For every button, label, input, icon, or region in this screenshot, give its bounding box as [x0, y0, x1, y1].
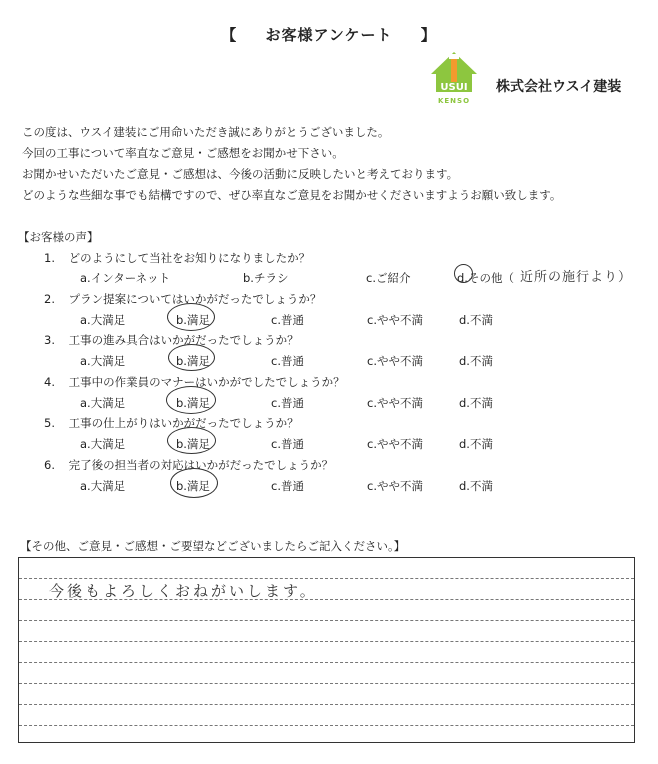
ruled-line — [19, 662, 634, 663]
question-1 — [44, 250, 310, 266]
voice-section-title: 【お客様の声】 — [18, 230, 99, 244]
question-text: どのようにして当社をお知りになりましたか？ — [68, 251, 311, 265]
q6-option-b[interactable]: b.満足 — [176, 479, 210, 493]
ruled-line — [19, 641, 634, 642]
q1-option-c[interactable]: c.ご紹介 — [366, 271, 411, 285]
q4-option-b[interactable]: b.満足 — [176, 396, 210, 410]
question-text: 工事の進み具合はいかがだったでしょうか？ — [68, 333, 299, 347]
q4-option-a[interactable]: a.大満足 — [80, 396, 126, 410]
q4-option-d[interactable]: d.不満 — [459, 396, 493, 410]
q4-option-c2[interactable]: c.やや不満 — [367, 396, 423, 410]
q2-option-c[interactable]: c.普通 — [271, 313, 304, 327]
q1-option-b[interactable]: b.チラシ — [243, 271, 289, 285]
q3-option-a[interactable]: a.大満足 — [80, 354, 126, 368]
q3-option-c2[interactable]: c.やや不満 — [367, 354, 423, 368]
question-text: プラン提案についてはいかがだったでしょうか？ — [68, 292, 322, 306]
question-number: 4. — [44, 375, 55, 389]
q1-selected-mark — [454, 264, 473, 283]
q6-selected-mark — [170, 468, 218, 498]
q5-option-b[interactable]: b.満足 — [176, 437, 210, 451]
q3-option-b[interactable]: b.満足 — [176, 354, 210, 368]
logo-text-top: USUI — [440, 82, 468, 93]
ruled-line — [19, 704, 634, 705]
question-text: 工事中の作業員のマナーはいかがでしたでしょうか？ — [68, 375, 345, 389]
question-number: 1. — [44, 251, 55, 265]
ruled-line — [19, 725, 634, 726]
comments-section-title: 【その他、ご意見・ご感想・ご要望などございましたらご記入ください。】 — [20, 539, 406, 553]
question-number: 6. — [44, 458, 55, 472]
q5-selected-mark — [167, 427, 216, 454]
q2-option-b[interactable]: b.満足 — [176, 313, 210, 327]
house-logo-icon — [429, 50, 479, 106]
q5-option-a[interactable]: a.大満足 — [80, 437, 126, 451]
q2-selected-mark — [167, 303, 215, 331]
q1-option-a[interactable]: a.インターネット — [80, 271, 171, 285]
question-3 — [44, 332, 299, 348]
q3-option-c[interactable]: c.普通 — [271, 354, 304, 368]
q6-option-c[interactable]: c.普通 — [271, 479, 304, 493]
intro-line: どのような些細な事でも結構ですので、ぜひ率直なご意見をお聞かせくださいますようお願い致します。 — [22, 188, 562, 202]
q3-option-d[interactable]: d.不満 — [459, 354, 493, 368]
title-bracket-close: 】 — [420, 26, 437, 44]
intro-text — [22, 122, 561, 206]
q2-option-d[interactable]: d.不満 — [459, 313, 493, 327]
comments-box[interactable] — [18, 557, 635, 743]
intro-line: お聞かせいただいたご意見・ご感想は、今後の活動に反映したいと考えております。 — [22, 167, 459, 181]
intro-line: 今回の工事について率直なご意見・ご感想をお聞かせ下さい。 — [22, 146, 344, 160]
title-text: お客様アンケート — [265, 26, 393, 44]
q2-option-c2[interactable]: c.やや不満 — [367, 313, 423, 327]
comment-handwritten: 今後もよろしくおねがいします。 — [49, 582, 318, 600]
q2-option-a[interactable]: a.大満足 — [80, 313, 126, 327]
ruled-line — [19, 683, 634, 684]
question-text: 工事の仕上がりはいかがだったでしょうか？ — [68, 416, 299, 430]
ruled-line — [19, 578, 634, 579]
q3-selected-mark — [168, 344, 215, 371]
q5-option-d[interactable]: d.不満 — [459, 437, 493, 451]
q6-option-a[interactable]: a.大満足 — [80, 479, 126, 493]
q1-option-d[interactable]: d.その他（ — [457, 271, 514, 285]
q1-handwritten-note: 近所の施行より） — [520, 270, 633, 285]
question-number: 2. — [44, 292, 55, 306]
ruled-line — [19, 620, 634, 621]
page-title — [0, 24, 658, 45]
q5-option-c2[interactable]: c.やや不満 — [367, 437, 423, 451]
question-number: 5. — [44, 416, 55, 430]
company-name: 株式会社ウスイ建装 — [496, 79, 622, 95]
intro-line: この度は、ウスイ建装にご用命いただき誠にありがとうございました。 — [22, 125, 390, 139]
question-text: 完了後の担当者の対応はいかがだったでしょうか？ — [68, 458, 334, 472]
question-5 — [44, 415, 299, 431]
title-bracket-open: 【 — [221, 26, 238, 44]
q4-selected-mark — [166, 386, 216, 414]
q5-option-c[interactable]: c.普通 — [271, 437, 304, 451]
q6-option-c2[interactable]: c.やや不満 — [367, 479, 423, 493]
logo-text-bottom: KENSO — [437, 97, 471, 105]
q4-option-c[interactable]: c.普通 — [271, 396, 304, 410]
company-logo — [429, 50, 479, 106]
question-number: 3. — [44, 333, 55, 347]
q6-option-d[interactable]: d.不満 — [459, 479, 493, 493]
